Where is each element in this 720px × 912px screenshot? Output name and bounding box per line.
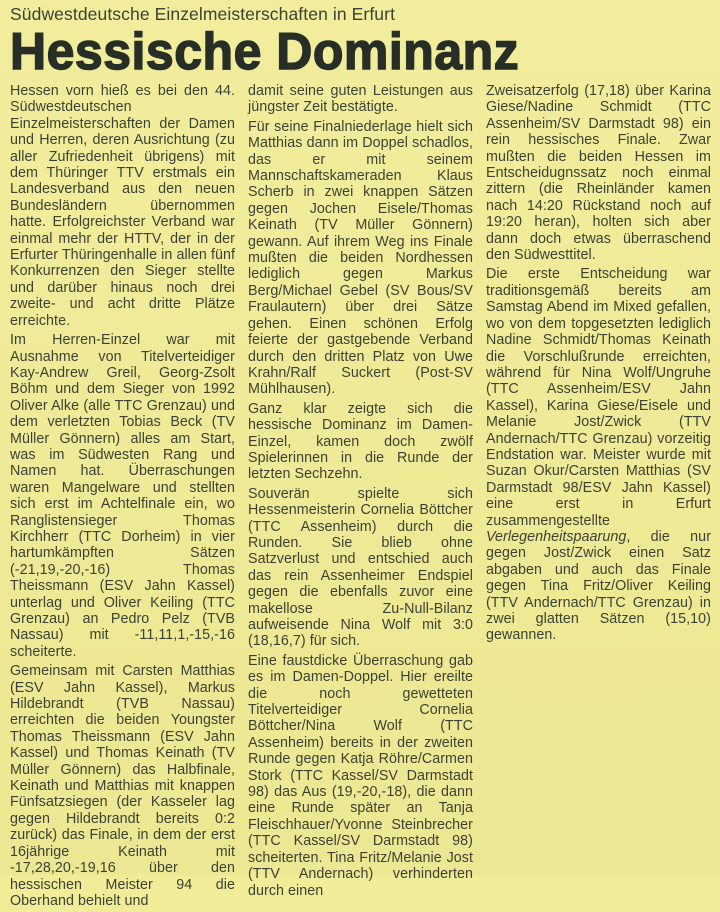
article-text: Gemeinsam mit Carsten Matthias (ESV Jahn Kassel), Markus Hildebrandt (TVB Nassau) erreichten die beiden Youngster Thomas Theissmann (ESV Jahn Kassel) und Thomas Keinath (TV Müller Gönnern) das Halbfinale, Keinath und Matthias mit knappen Fünfsatzsiegen (der Kasseler lag gegen Hildebrandt bereits 0:2 zurück) das Finale, in dem der erst 16jährige Keinath mit -17,28,20,-19,16 über den hessischen Meister 94 die Oberhand behielt und [10,663,235,909]
article-text: Die erste Entscheidung war traditionsgemäß bereits am Samstag Abend im Mixed gefallen, wo von dem topgesetzten lediglich Nadine Schmidt/Thomas Keinath die Vorschlußrunde erreichten, während für Nina Wolf/Ungruhe (TTC Assenheim/ESV Jahn Kassel), Karina Giese/Eisele und Melanie Jost/Zwick (TTV Andernach/TTC Grenzau) vorzeitig Endstation war. Meister wurde mit Suzan Okur/Carsten Matthias (SV Darmstadt 98/ESV Jahn Kassel) eine erst in Erfurt zusammengestellte [486,266,711,529]
kicker: Südwestdeutsche Einzelmeisterschaften in Erfurt [10,4,396,24]
article-columns [10,83,711,912]
article-text: damit seine guten Leistungen aus jüngster Zeit bestätigte. [248,83,473,116]
article-paragraph [248,653,473,899]
article-text: Souverän spielte sich Hessenmeisterin Cornelia Böttcher (TTC Assenheim) durch die Runden. Sie blieb ohne Satzverlust und entschied auch das rein Assenheimer Endspiel gegen die ebenfalls zuvor eine makellose Zu-Null-Bilanz aufweisende Nina Wolf mit 3:0 (18,16,7) für sich. [248,485,473,650]
article-text: Im Herren-Einzel war mit Ausnahme von Titelverteidiger Kay-Andrew Greil, Georg-Zsolt Böhm und dem Sieger von 1992 Oliver Alke (alle TTC Grenzau) und dem verletzten Tobias Beck (TV Müller Gönnern) alles am Start, was im Südwesten Rang und Namen hat. Überraschungen waren Mangelware und stellten sich erst im Achtelfinale ein, wo Ranglistensieger Thomas Kirchherr (TTC Dorheim) in vier hartumkämpften Sätzen (-21,19,-20,-16) Thomas Theissmann (ESV Jahn Kassel) unterlag und Oliver Keiling (TTC Grenzau) an Pedro Pelz (TVB Nassau) mit -11,11,1,-15,-16 scheiterte. [10,332,235,660]
article-column-3 [486,83,711,912]
article-text: Hessen vorn hieß es bei den 44. Südwestdeutschen Einzelmeisterschaften der Damen und Herren, deren Ausrichtung (zu aller Zufriedenheit übrigens) mit dem Thüringer TTV erstmals ein Landesverband aus den neuen Bundesländern übernommen hatte. Erfolgreichster Verband war einmal mehr der HTTV, der in der Erfurter Thüringenhalle in allen fünf Konkurrenzen den Sieger stellte und darüber hinaus noch drei zweite- und acht dritte Plätze erreichte. [10,83,235,329]
article-text-italic: Verlegenheitspaarung [486,528,627,545]
article-paragraph [248,401,473,483]
article-text: Zweisatzerfolg (17,18) über Karina Giese/Nadine Schmidt (TTC Assenheim/SV Darmstadt 98) ein rein hessisches Finale. Zwar mußten die beiden Hessen im Entscheidugnssatz noch einmal zittern (die Rheinländer kamen nach 14:20 Rückstand noch auf 19:20 heran), holten sich aber dann doch etwas überraschend den Südwesttitel. [486,83,711,264]
headline: Hessische Dominanz [10,22,520,81]
article-paragraph [10,332,235,660]
article-paragraph [248,83,473,116]
article-text: Für seine Finalniederlage hielt sich Matthias dann im Doppel schadlos, das er mit seinem Mannschaftskameraden Klaus Scherb in zwei knappen Sätzen gegen Jochen Eisele/Thomas Keinath (TV Müller Gönnern) gewann. Auf ihrem Weg ins Finale mußten die beiden Nordhessen lediglich gegen Markus Berg/Michael Gebel (SV Bous/SV Fraulautern) über drei Sätze gehen. Einen schönen Erfolg feierte der gastgebende Verband durch den dritten Platz von Uwe Krahn/Ralf Suckert (Post-SV Mühlhausen). [248,118,473,398]
article-paragraph [486,83,711,263]
article-text: Eine faustdicke Überraschung gab es im Damen-Doppel. Hier ereilte die noch gewetteten Titelverteidiger Cornelia Böttcher/Nina Wolf (TTC Assenheim) bereits in der zweiten Runde gegen Katja Röhre/Carmen Stork (TTC Kassel/SV Darmstadt 98) das Aus (19,-20,-18), die dann eine Runde später an Tanja Fleischhauer/Yvonne Steinbrecher (TTC Kassel/SV Darmstadt 98) scheiterten. Tina Fritz/Melanie Jost (TTV Andernach) verhinderten durch einen [248,652,473,899]
article-paragraph [248,119,473,398]
article-column-2 [248,83,473,912]
article-text: , die nur gegen Jost/Zwick einen Satz abgaben und auch das Finale gegen Tina Fritz/Oliver Keiling (TTV Andernach/TTC Grenzau) in zwei glatten Sätzen (15,10) gewannen. [486,528,711,644]
article-paragraph [248,486,473,650]
article-text: Ganz klar zeigte sich die hessische Dominanz im Damen-Einzel, kamen doch zwölf Spielerinnen in die Runde der letzten Sechzehn. [248,400,473,483]
article-column-1 [10,83,235,912]
article-paragraph [486,266,711,643]
article-paragraph [10,663,235,909]
article-paragraph [10,83,235,329]
